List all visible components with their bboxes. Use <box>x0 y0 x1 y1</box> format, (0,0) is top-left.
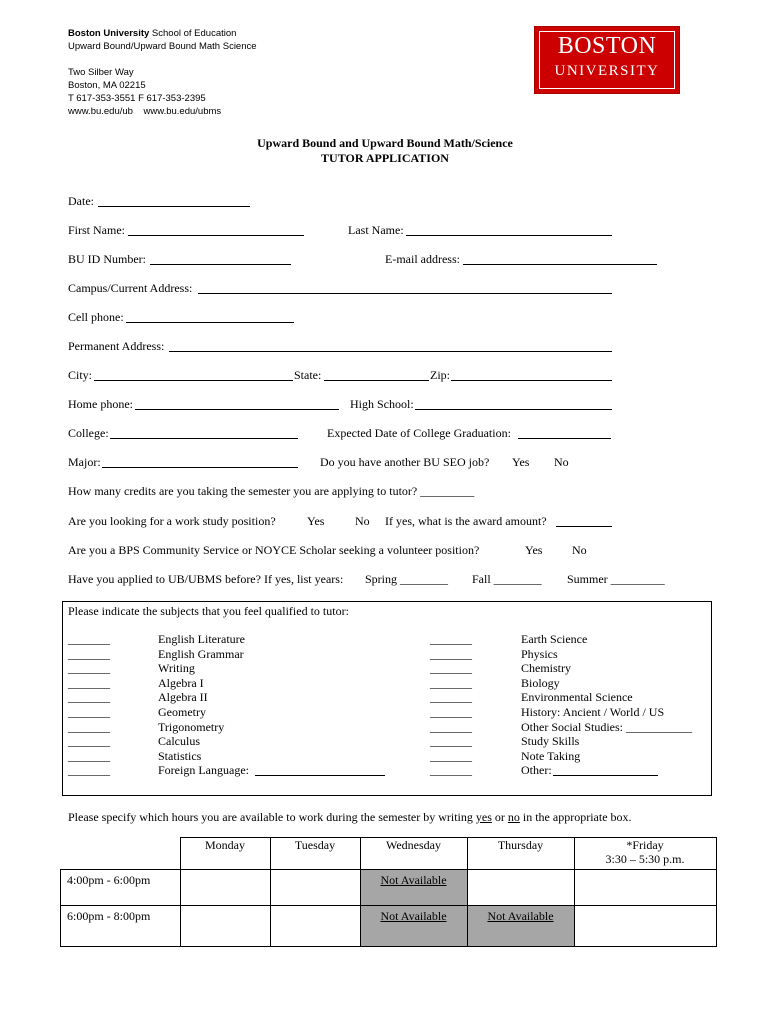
seo-job-yes[interactable]: Yes <box>512 455 530 469</box>
subject-item: Calculus <box>158 734 200 749</box>
logo-line-2: UNIVERSITY <box>554 63 660 79</box>
slot-1-wednesday: Not Available <box>360 870 467 906</box>
state-label: State: <box>294 368 322 382</box>
bps-question: Are you a BPS Community Service or NOYCE Scholar seeking a volunteer position? <box>68 543 480 557</box>
grad-date-field[interactable] <box>518 438 611 439</box>
date-label: Date: <box>68 194 94 208</box>
subject-checkbox-blank[interactable]: _______ <box>430 690 472 705</box>
bu-id-field[interactable] <box>150 264 291 265</box>
header-wednesday: Wednesday <box>360 838 467 870</box>
college-field[interactable] <box>110 438 298 439</box>
bps-no[interactable]: No <box>572 543 587 557</box>
table-row <box>61 906 717 947</box>
header-friday <box>574 838 716 870</box>
foreign-language-field[interactable] <box>255 775 385 776</box>
campus-address-label: Campus/Current Address: <box>68 281 193 295</box>
subject-item: Geometry <box>158 705 206 719</box>
cell-phone-label: Cell phone: <box>68 310 124 324</box>
award-amount-label: If yes, what is the award amount? <box>385 514 547 528</box>
summer-field[interactable]: Summer _________ <box>567 572 665 586</box>
permanent-address-label: Permanent Address: <box>68 339 165 353</box>
corner-cell <box>61 838 181 870</box>
schedule-prompt-a: Please specify which hours you are available to work during the semester by writing <box>68 810 476 824</box>
home-phone-field[interactable] <box>135 409 339 410</box>
subject-checkbox-blank[interactable]: _______ <box>68 675 110 690</box>
slot-2-tuesday[interactable] <box>270 906 360 947</box>
header-thursday: Thursday <box>467 838 574 870</box>
grad-date-label: Expected Date of College Graduation: <box>327 426 511 440</box>
subject-item: Environmental Science <box>521 690 633 705</box>
boston-university-logo <box>534 26 680 94</box>
first-name-field[interactable] <box>128 235 304 236</box>
last-name-field[interactable] <box>406 235 612 236</box>
slot-1-tuesday[interactable] <box>270 870 360 906</box>
slot-1-label: 4:00pm - 6:00pm <box>61 870 181 906</box>
phone-numbers: T 617-353-3551 F 617-353-2395 <box>68 93 206 104</box>
subject-checkbox-blank[interactable]: _______ <box>68 646 110 661</box>
last-name-label: Last Name: <box>348 223 404 237</box>
state-field[interactable] <box>324 380 429 381</box>
subject-checkbox-blank[interactable]: _______ <box>68 734 110 749</box>
slot-1-friday[interactable] <box>574 870 716 906</box>
subject-item: Algebra II <box>158 690 208 705</box>
schedule-prompt <box>68 810 632 824</box>
subjects-prompt: Please indicate the subjects that you feel qualified to tutor: <box>68 604 349 618</box>
subject-checkbox-blank[interactable]: _______ <box>68 763 110 778</box>
city-address: Boston, MA 02215 <box>68 80 146 91</box>
subject-item: Other: <box>521 763 552 778</box>
table-header-row <box>61 838 717 870</box>
slot-1-thursday[interactable] <box>467 870 574 906</box>
org-name-bold: Boston University <box>68 28 150 39</box>
table-row <box>61 870 717 906</box>
subject-item: Study Skills <box>521 734 580 749</box>
fall-field[interactable]: Fall ________ <box>472 572 542 586</box>
subject-item: English Grammar <box>158 646 244 661</box>
subject-checkbox-blank[interactable]: _______ <box>430 632 472 646</box>
major-field[interactable] <box>102 467 298 468</box>
subject-checkbox-blank[interactable]: _______ <box>430 734 472 749</box>
seo-job-question: Do you have another BU SEO job? <box>320 455 490 469</box>
subject-item: English Literature <box>158 632 245 646</box>
subject-item: Trigonometry <box>158 719 225 734</box>
schedule-prompt-no: no <box>507 810 520 824</box>
subject-item: Other Social Studies: ___________ <box>521 719 692 734</box>
slot-2-label: 6:00pm - 8:00pm <box>61 906 181 947</box>
subject-item: Chemistry <box>521 661 571 676</box>
friday-label: *Friday <box>626 838 664 852</box>
subject-item: Biology <box>521 675 560 690</box>
subject-item: Earth Science <box>521 632 588 646</box>
street-address: Two Silber Way <box>68 67 134 78</box>
subject-checkbox-blank[interactable]: _______ <box>430 675 472 690</box>
subject-checkbox-blank[interactable]: _______ <box>68 690 110 705</box>
friday-hours: 3:30 – 5:30 p.m. <box>605 852 685 866</box>
seo-job-no[interactable]: No <box>554 455 569 469</box>
zip-label: Zip: <box>430 368 450 382</box>
slot-2-friday[interactable] <box>574 906 716 947</box>
subject-item: History: Ancient / World / US <box>521 705 665 719</box>
college-label: College: <box>68 426 109 440</box>
availability-table <box>60 837 717 947</box>
major-label: Major: <box>68 455 101 469</box>
subject-item: Writing <box>158 661 195 676</box>
org-name <box>68 28 236 40</box>
award-amount-field[interactable] <box>556 526 612 527</box>
subject-checkbox-blank[interactable]: _______ <box>68 719 110 734</box>
subject-item: Note Taking <box>521 748 581 763</box>
logo-line-1: BOSTON <box>557 33 657 59</box>
schedule-prompt-or: or <box>491 810 508 824</box>
subject-item: Physics <box>521 646 558 661</box>
high-school-field[interactable] <box>415 409 612 410</box>
form-title: Upward Bound and Upward Bound Math/Science <box>257 136 513 150</box>
email-field[interactable] <box>463 264 657 265</box>
city-label: City: <box>68 368 93 382</box>
email-label: E-mail address: <box>385 252 460 266</box>
subject-item: Algebra I <box>158 675 204 690</box>
subject-checkbox-blank[interactable]: _______ <box>68 632 110 646</box>
subject-checkbox-blank[interactable]: _______ <box>68 661 110 676</box>
subject-checkbox-blank[interactable]: _______ <box>430 748 472 763</box>
date-field[interactable] <box>98 206 250 207</box>
work-study-no[interactable]: No <box>355 514 370 528</box>
slot-2-monday[interactable] <box>180 906 270 947</box>
org-name-rest: School of Education <box>149 28 237 39</box>
subject-checkbox-blank[interactable]: _______ <box>68 705 110 719</box>
subject-checkbox-blank[interactable]: _______ <box>430 719 472 734</box>
spring-field[interactable]: Spring ________ <box>365 572 449 586</box>
subject-checkbox-blank[interactable]: _______ <box>430 705 472 719</box>
schedule-prompt-b: in the appropriate box. <box>519 810 632 824</box>
first-name-label: First Name: <box>68 223 125 237</box>
credits-question[interactable]: How many credits are you taking the semester you are applying to tutor? _________ <box>68 484 475 498</box>
subject-item: Statistics <box>158 748 202 763</box>
campus-address-field[interactable] <box>198 293 612 294</box>
header-monday: Monday <box>180 838 270 870</box>
slot-2-thursday: Not Available <box>467 906 574 947</box>
subject-checkbox-blank[interactable]: _______ <box>430 661 472 676</box>
header-tuesday: Tuesday <box>270 838 360 870</box>
subject-checkbox-blank[interactable]: _______ <box>430 763 472 778</box>
program-name: Upward Bound/Upward Bound Math Science <box>68 41 257 52</box>
subject-checkbox-blank[interactable]: _______ <box>430 646 472 661</box>
city-field[interactable] <box>94 380 293 381</box>
zip-field[interactable] <box>451 380 612 381</box>
slot-2-wednesday: Not Available <box>360 906 467 947</box>
applied-before-question: Have you applied to UB/UBMS before? If yes, list years: <box>68 572 344 586</box>
other-subject-field[interactable] <box>553 775 658 776</box>
work-study-yes[interactable]: Yes <box>307 514 325 528</box>
bps-yes[interactable]: Yes <box>525 543 543 557</box>
slot-1-monday[interactable] <box>180 870 270 906</box>
subject-item: Foreign Language: <box>158 763 249 778</box>
bu-id-label: BU ID Number: <box>68 252 146 266</box>
subject-checkbox-blank[interactable]: _______ <box>68 748 110 763</box>
work-study-question: Are you looking for a work study position? <box>68 514 276 528</box>
schedule-prompt-yes: yes <box>475 810 492 824</box>
home-phone-label: Home phone: <box>68 397 133 411</box>
permanent-address-field[interactable] <box>169 351 612 352</box>
web-links: www.bu.edu/ub www.bu.edu/ubms <box>68 106 222 117</box>
cell-phone-field[interactable] <box>126 322 294 323</box>
high-school-label: High School: <box>350 397 414 411</box>
form-subtitle: TUTOR APPLICATION <box>321 151 449 165</box>
